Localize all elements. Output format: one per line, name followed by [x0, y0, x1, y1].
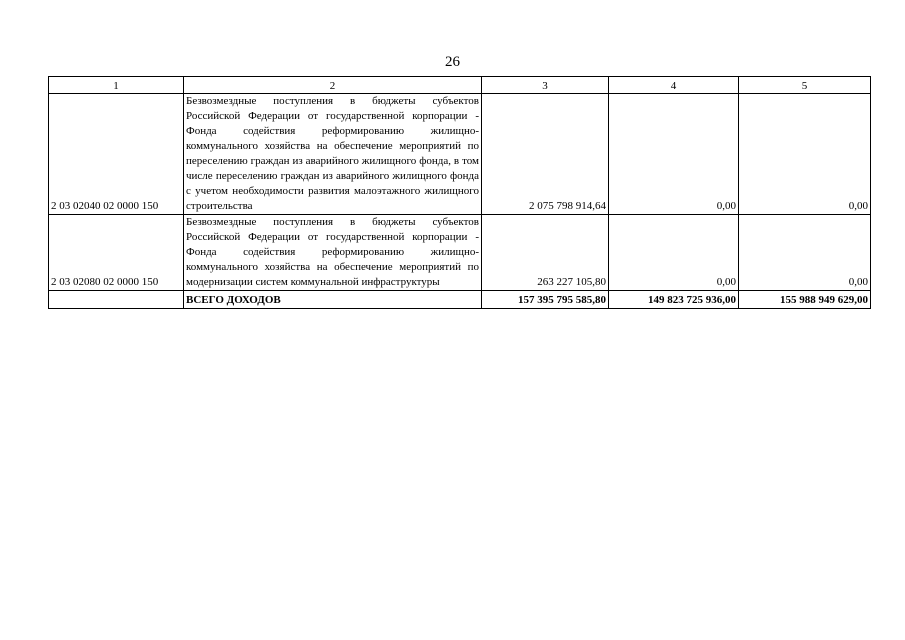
amount-col3-cell: 263 227 105,80: [482, 215, 609, 291]
total-code-cell: [49, 291, 184, 309]
column-header-5: 5: [739, 77, 871, 94]
table-row: [49, 215, 871, 291]
page-number: 26: [445, 54, 460, 70]
table-row: [49, 94, 871, 215]
total-label-cell: ВСЕГО ДОХОДОВ: [184, 291, 482, 309]
amount-col5-cell: 0,00: [739, 94, 871, 215]
description-cell: Безвозмездные поступления в бюджеты субъектов Российской Федерации от государственной корпорации - Фонда содействия реформированию жилищно-коммунального хозяйства на обеспечение мероприятий по модернизации систем коммунальной инфраструктуры: [184, 215, 482, 291]
table-header-row: [49, 77, 871, 94]
total-col5-cell: 155 988 949 629,00: [739, 291, 871, 309]
total-col3-cell: 157 395 795 585,80: [482, 291, 609, 309]
budget-revenue-table: [48, 76, 871, 309]
amount-col5-cell: 0,00: [739, 215, 871, 291]
amount-col3-cell: 2 075 798 914,64: [482, 94, 609, 215]
amount-col4-cell: 0,00: [609, 215, 739, 291]
column-header-1: 1: [49, 77, 184, 94]
description-cell: Безвозмездные поступления в бюджеты субъектов Российской Федерации от государственной корпорации - Фонда содействия реформированию жилищно-коммунального хозяйства на обеспечение мероприятий по переселению граждан из аварийного жилищного фонда, в том числе переселению граждан из аварийного жилищного фонда с учетом необходимости развития малоэтажного жилищного строительства: [184, 94, 482, 215]
total-col4-cell: 149 823 725 936,00: [609, 291, 739, 309]
amount-col4-cell: 0,00: [609, 94, 739, 215]
column-header-4: 4: [609, 77, 739, 94]
column-header-2: 2: [184, 77, 482, 94]
budget-code-cell: 2 03 02040 02 0000 150: [49, 94, 184, 215]
total-row: [49, 291, 871, 309]
column-header-3: 3: [482, 77, 609, 94]
budget-code-cell: 2 03 02080 02 0000 150: [49, 215, 184, 291]
